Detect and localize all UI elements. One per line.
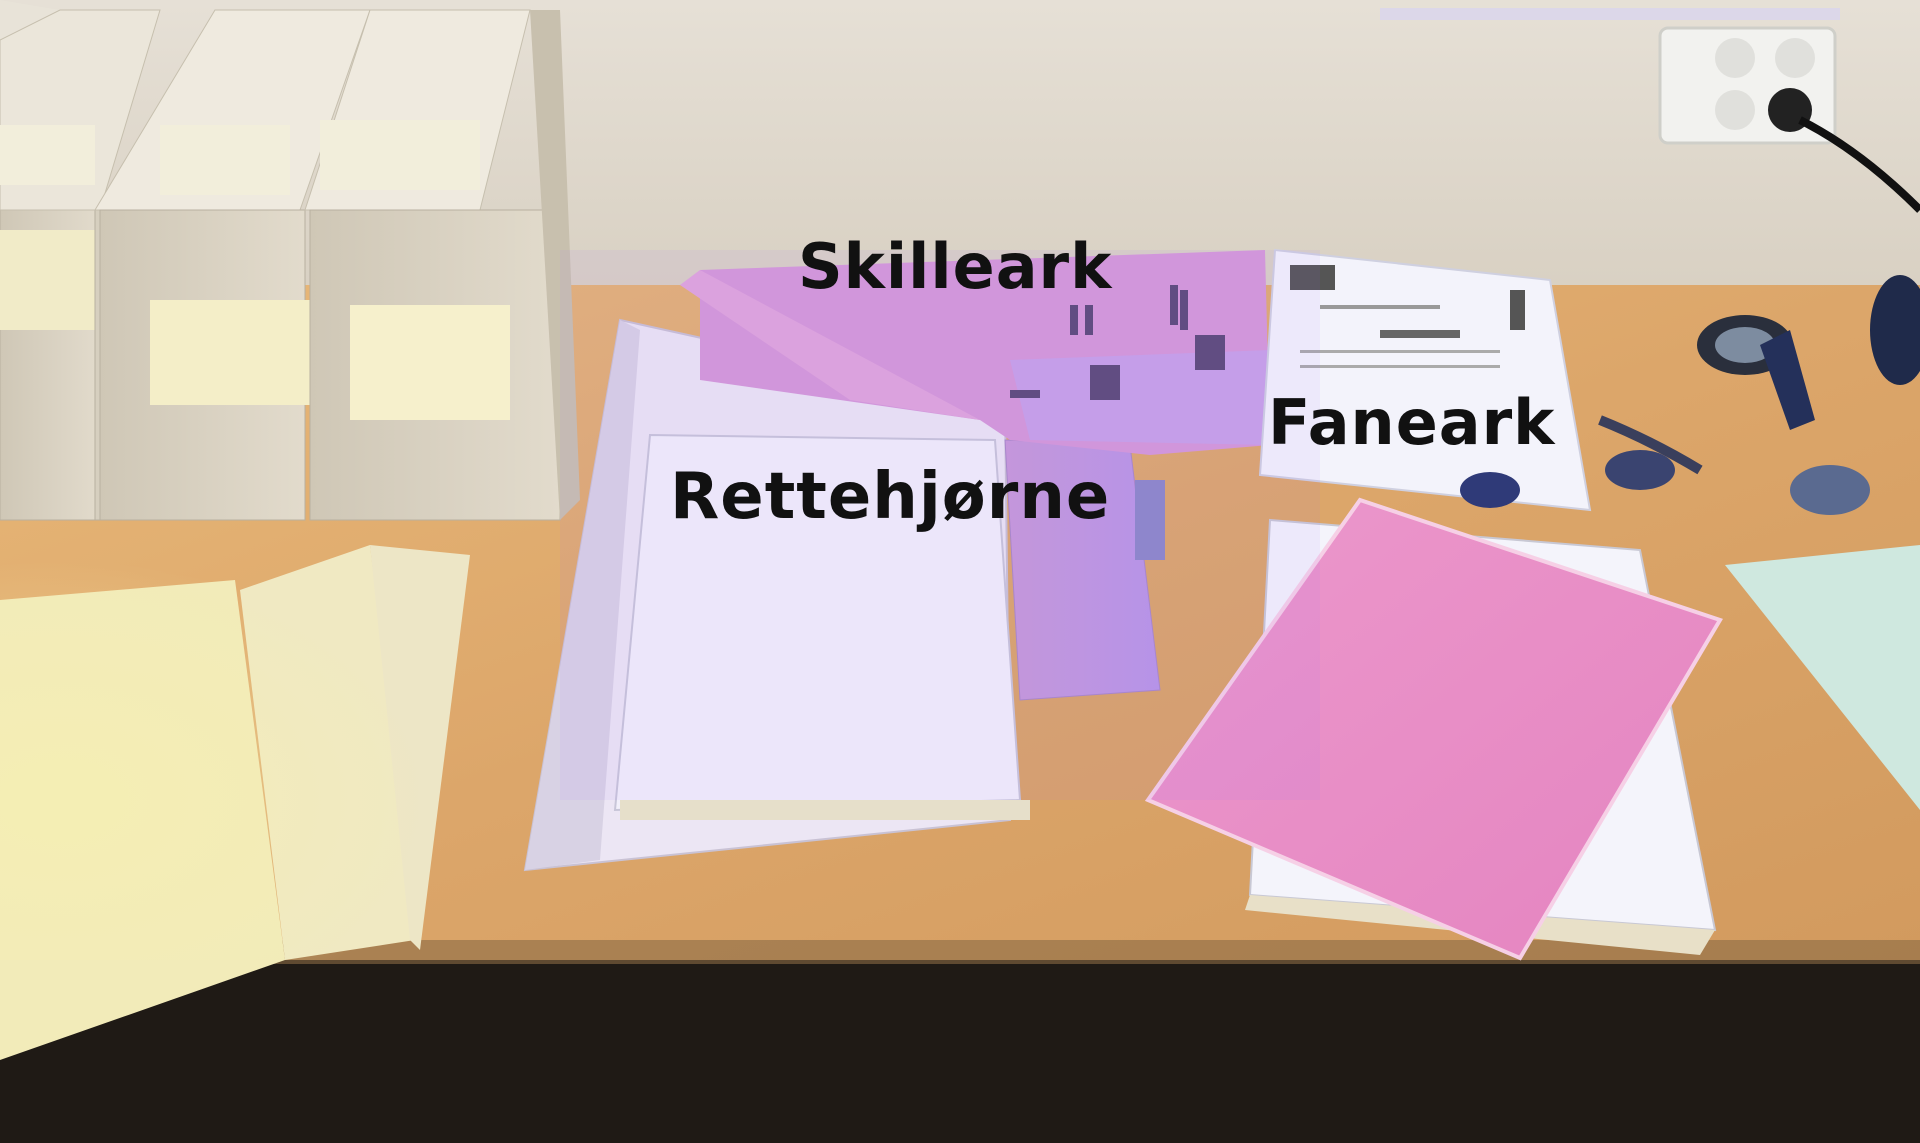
floor-shadow: [0, 960, 1920, 1143]
label-faneark: Faneark: [1268, 386, 1556, 459]
label-rettehjorne: Rettehjørne: [670, 460, 1111, 534]
archive-boxes: [0, 0, 580, 520]
label-skilleark: Skilleark: [798, 230, 1113, 303]
